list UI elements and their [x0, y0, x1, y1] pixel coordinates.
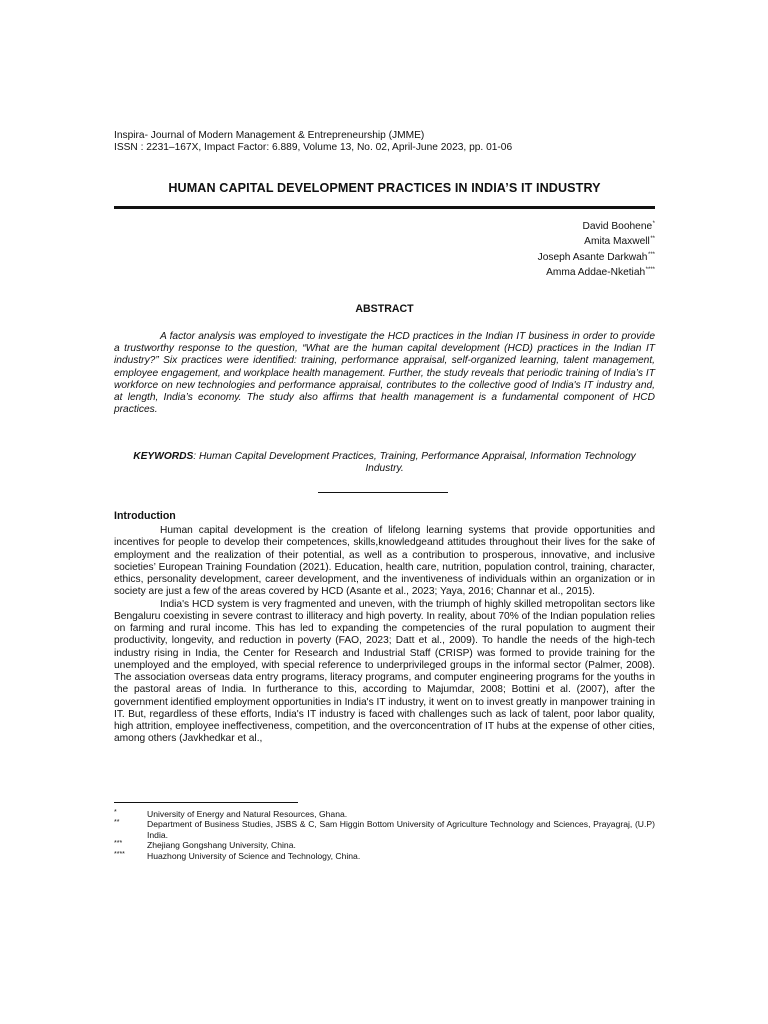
footnote-mark: ****: [114, 850, 125, 858]
author-mark: *: [652, 221, 655, 227]
footnote-mark: ***: [114, 840, 123, 848]
title-rule: [114, 206, 655, 209]
footnote: [114, 819, 655, 840]
journal-header: [114, 130, 512, 155]
paragraph: India's HCD system is very fragmented and uneven, with the triumph of highly skilled metropolitan sectors like Bengaluru coexisting in severe contrast to illiteracy and high poverty. In reality, about 70% of the Indian population relies on farming and rural income. This has led to expanding the competencies of the rural population to augment their productivity, longevity, and reduction in poverty (FAO, 2023; Datt et al., 2009). To handle the needs of the high-tech industry rising in India, the Center for Research and Industrial Staff (CRISP) was formed to provide training for the unemployed and the employed, with special reference to underprivileged groups in the informal sector (Palmer, 2008). The association overseas data entry programs, literacy programs, and computer engineering programs for the youths in the pastoral areas of India. In furtherance to this, according to Majumdar, 2008; Bottini et al. (2007), after the government identified employment opportunities in India's IT industry, it went on to invest greatly in manpower training in IT. But, regardless of these efforts, India's IT industry is faced with challenges such as lack of talent, poor labor quality, high attrition, employee ineffectiveness, competition, and the overconcentration of IT hubs at the expense of other cities, among others (Javkhedkar et al.,: [114, 598, 655, 745]
journal-issn-line: ISSN : 2231–167X, Impact Factor: 6.889, Volume 13, No. 02, April-June 2023, pp. 01-06: [114, 142, 513, 154]
introduction-body: [114, 525, 655, 746]
footnote-mark: *: [114, 809, 117, 816]
footnotes: [114, 809, 655, 861]
author-mark: ****: [645, 267, 655, 274]
paragraph: Human capital development is the creation of lifelong learning systems that provide opportunities and incentives for people to develop their competences, skills,knowledgeand attitudes throughout their lives for the sake of employment and the realization of their potential, as well as a contribution to prosperous, innovative, and inclusive societies’ European Training Foundation (2021). Education, health care, nutrition, population control, training, character, ethics, personality development, career development, and the inventiveness of individuals within an organization or in society are just a few of the areas covered by HCD (Asante et al., 2023; Yaya, 2016; Channar et al., 2015).: [114, 525, 655, 598]
footnote-rule: [114, 802, 298, 803]
section-divider: [318, 492, 448, 493]
keywords-label: KEYWORDS: [133, 451, 194, 462]
abstract-body: [114, 331, 655, 416]
keywords-text: : Human Capital Development Practices, Training, Performance Appraisal, Information Technology Industry.: [193, 451, 636, 475]
author-name: Joseph Asante Darkwah: [537, 251, 648, 263]
author: [538, 233, 655, 248]
footnote-mark: **: [114, 819, 120, 827]
author-list: [538, 218, 655, 280]
footnote: [114, 809, 655, 819]
author-mark: **: [650, 236, 655, 243]
footnote-text: Department of Business Studies, JSBS & C, Sam Higgin Bottom University of Agriculture Technology and Sciences, Prayagraj, (U.P) India.: [147, 819, 655, 840]
journal-name: Inspira- Journal of Modern Management & Entrepreneurship (JMME): [114, 130, 425, 141]
abstract-heading: ABSTRACT: [355, 303, 414, 315]
author: [538, 249, 655, 264]
footnote-text: University of Energy and Natural Resources, Ghana.: [147, 809, 348, 819]
paper-title: HUMAN CAPITAL DEVELOPMENT PRACTICES IN INDIA’S IT INDUSTRY: [168, 181, 601, 195]
author-name: Amita Maxwell: [584, 236, 650, 248]
author: [538, 218, 655, 233]
footnote: [114, 840, 655, 850]
footnote-text: Zhejiang Gongshang University, China.: [147, 840, 296, 851]
footnote-text: Huazhong University of Science and Technology, China.: [147, 850, 361, 861]
keywords: [114, 451, 655, 476]
author: [538, 264, 655, 279]
author-mark: ***: [647, 251, 655, 258]
author-name: Amma Addae-Nketiah: [546, 267, 646, 279]
footnote: [114, 851, 655, 861]
introduction-heading: Introduction: [114, 510, 176, 522]
abstract-text: A factor analysis was employed to investigate the HCD practices in the Indian IT business in order to provide a trustworthy response to the question, “What are the human capital development (HCD) practices in the Indian IT industry?” Six practices were identified: training, performance appraisal, self-organized learning, talent management, employee engagement, and workplace health management. Further, the study reveals that periodic training of India’s IT workforce on new technologies and performance appraisal, contributes to the collective good of India's IT industry and, at length, India’s economy. The study also affirms that health management is a fundamental component of HCD practices.: [114, 331, 655, 416]
author-name: David Boohene: [582, 221, 653, 232]
